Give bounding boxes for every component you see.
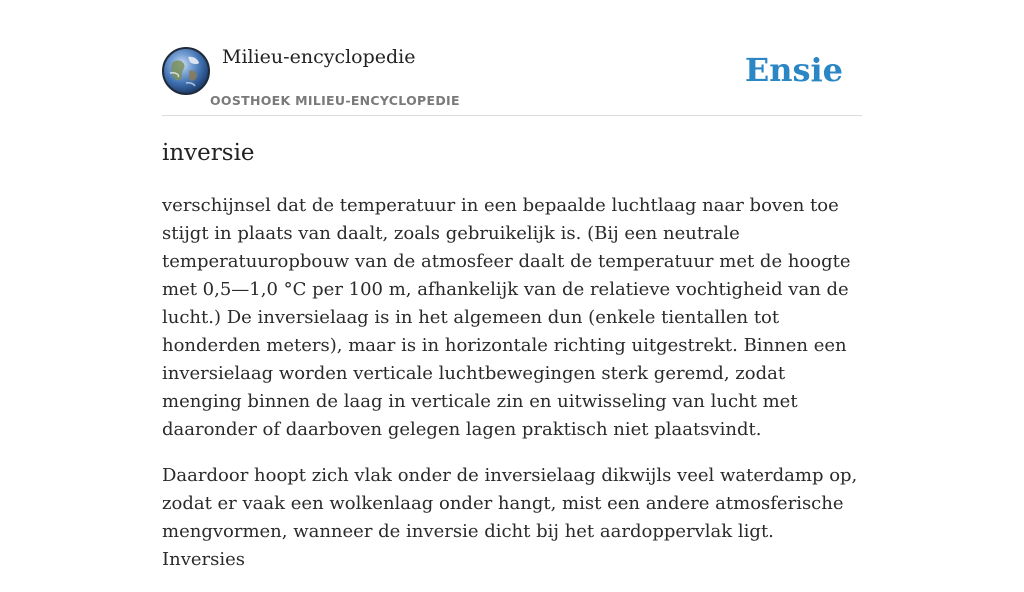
source-title[interactable]: Milieu-encyclopedie (222, 46, 416, 68)
definition-paragraph: verschijnsel dat de temperatuur in een bepaalde luchtlaag naar boven toe stijgt in plaats van daalt, zoals gebruikelijk is. (Bij een neutrale temperatuuropbouw van de atmosfeer daalt de temperatuur met de hoogte met 0,5—1,0 °C per 100 m, afhankelijk van de relatieve vochtigheid van de lucht.) De inversielaag is in het algemeen dun (enkele tientallen tot honderden meters), maar is in horizontale richting uitgestrekt. Binnen een inversielaag worden verticale luchtbewegingen sterk geremd, zodat menging binnen de laag in verticale zin en uitwisseling van lucht met daaronder of daarboven gelegen lagen praktisch niet plaatsvindt. (162, 195, 851, 440)
definition-body (162, 192, 862, 592)
definition-paragraph: Daardoor hoopt zich vlak onder de inversielaag dikwijls veel waterdamp op, zodat er vaak een wolkenlaag onder hangt, mist een andere atmosferische mengvormen, wanneer de inversie dicht bij het aardoppervlak ligt. Inversies (162, 465, 858, 570)
ensie-logo-link[interactable]: Ensie (744, 51, 843, 89)
source-subtitle[interactable]: OOSTHOEK MILIEU-ENCYCLOPEDIE (210, 93, 460, 108)
globe-icon[interactable] (162, 47, 210, 95)
page-title: inversie (162, 140, 255, 166)
page (162, 0, 862, 570)
header (162, 0, 862, 116)
